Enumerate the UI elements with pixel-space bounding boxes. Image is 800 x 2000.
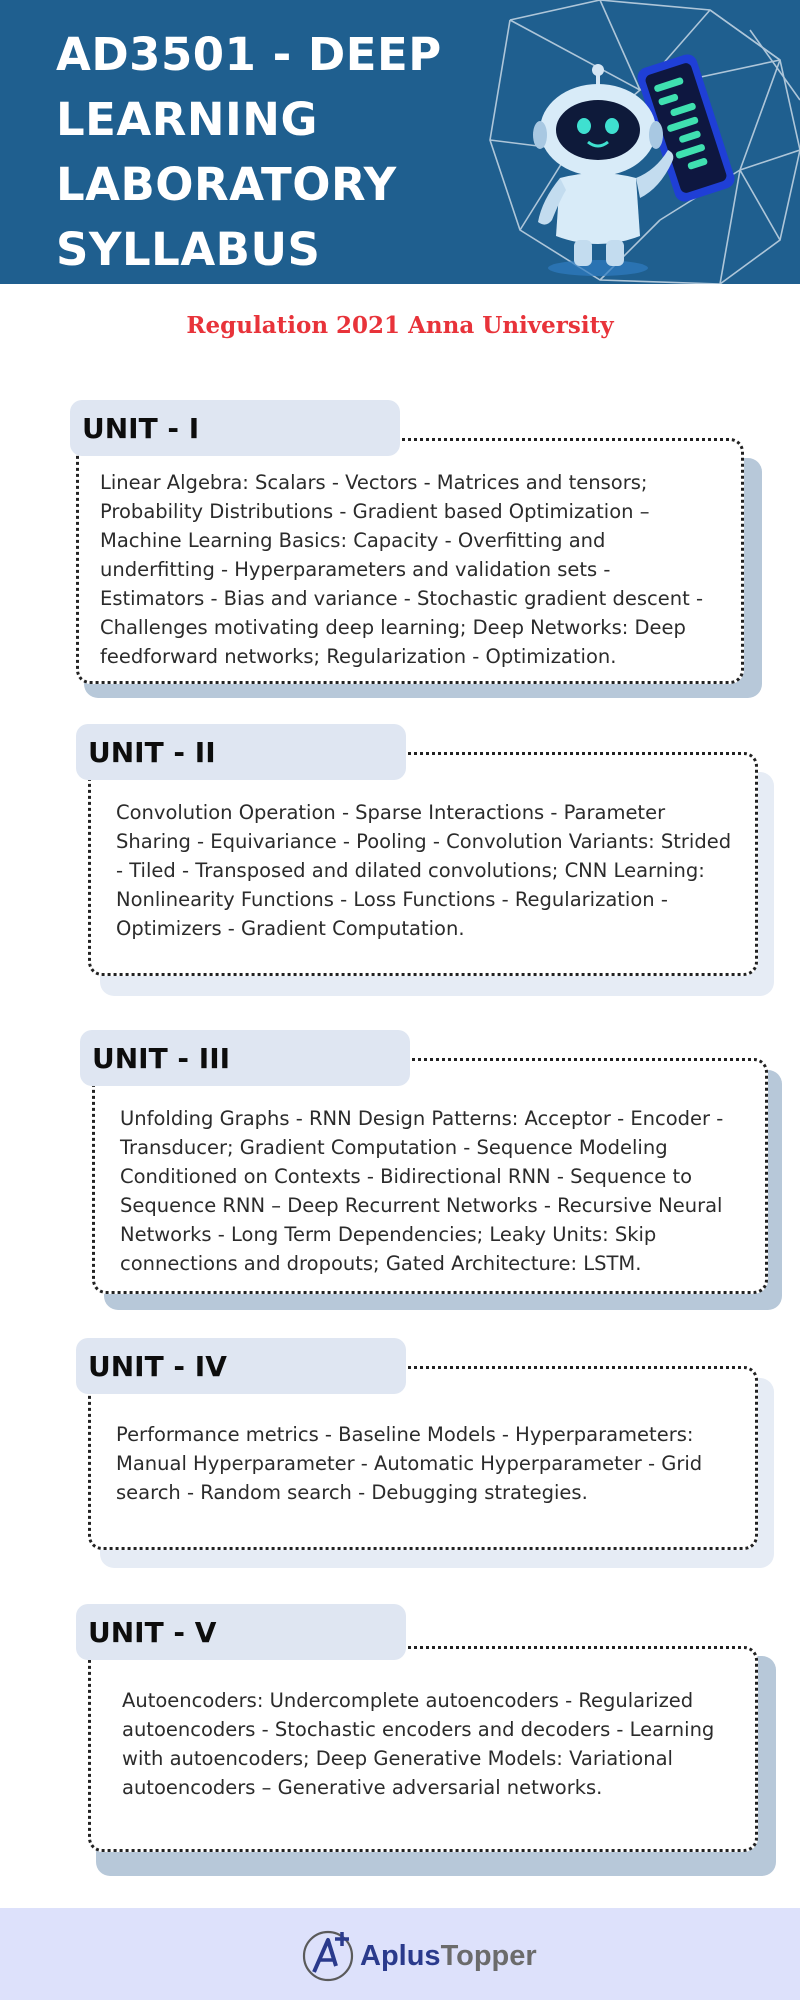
aplustopper-logo-icon [302,1928,356,1982]
unit-topics-text: Convolution Operation - Sparse Interactions - Parameter Sharing - Equivariance - Pooling - Convolution Variants: Strided - Tiled - Transposed and dilated convolutions; CNN Learning: Nonlinearity Functions - Loss Functions - Regularization - Optimizers - Gradient Computation. [116,801,732,940]
logo-text [360,1940,537,1973]
unit-heading-tab: UNIT - V [76,1604,406,1660]
unit-heading-tab: UNIT - IV [76,1338,406,1394]
title-line: LABORATORY [56,158,397,211]
robot-illustration [480,0,800,284]
title-line: LEARNING [56,93,318,146]
header-banner [0,0,800,284]
unit-heading-tab: UNIT - III [80,1030,410,1086]
title-line: AD3501 - DEEP [56,28,442,81]
page-title [56,22,442,282]
unit-heading-tab: UNIT - I [70,400,400,456]
title-line: SYLLABUS [56,223,321,276]
footer [0,1908,800,2000]
aplustopper-logo[interactable] [302,1928,552,1984]
unit-topics-text: Autoencoders: Undercomplete autoencoders - Regularized autoencoders - Stochastic encoders and decoders - Learning with autoencoders; Deep Generative Models: Variational autoencoders – Generative adversarial networks. [122,1689,715,1799]
logo-text-primary: Aplus [360,1940,441,1972]
unit-topics-text: Linear Algebra: Scalars - Vectors - Matrices and tensors; Probability Distributions - Gradient based Optimization – Machine Learning Basics: Capacity - Overfitting and underfitting - Hyperparameters and validation sets - Estimators - Bias and variance - Stochastic gradient descent - Challenges motivating deep learning; Deep Networks: Deep feedforward networks; Regularization - Optimization. [100,471,704,668]
unit-heading-tab: UNIT - II [76,724,406,780]
regulation-subtitle: Regulation 2021 Anna University [186,312,614,339]
unit-topics-text: Unfolding Graphs - RNN Design Patterns: Acceptor - Encoder - Transducer; Gradient Computation - Sequence Modeling Conditioned on Contexts - Bidirectional RNN - Sequence to Sequence RNN – Deep Recurrent Networks - Recursive Neural Networks - Long Term Dependencies; Leaky Units: Skip connections and dropouts; Gated Architecture: LSTM. [120,1107,724,1275]
unit-topics-text: Performance metrics - Baseline Models - Hyperparameters: Manual Hyperparameter - Automatic Hyperparameter - Grid search - Random search - Debugging strategies. [116,1423,703,1504]
logo-text-secondary: Topper [440,1940,537,1972]
